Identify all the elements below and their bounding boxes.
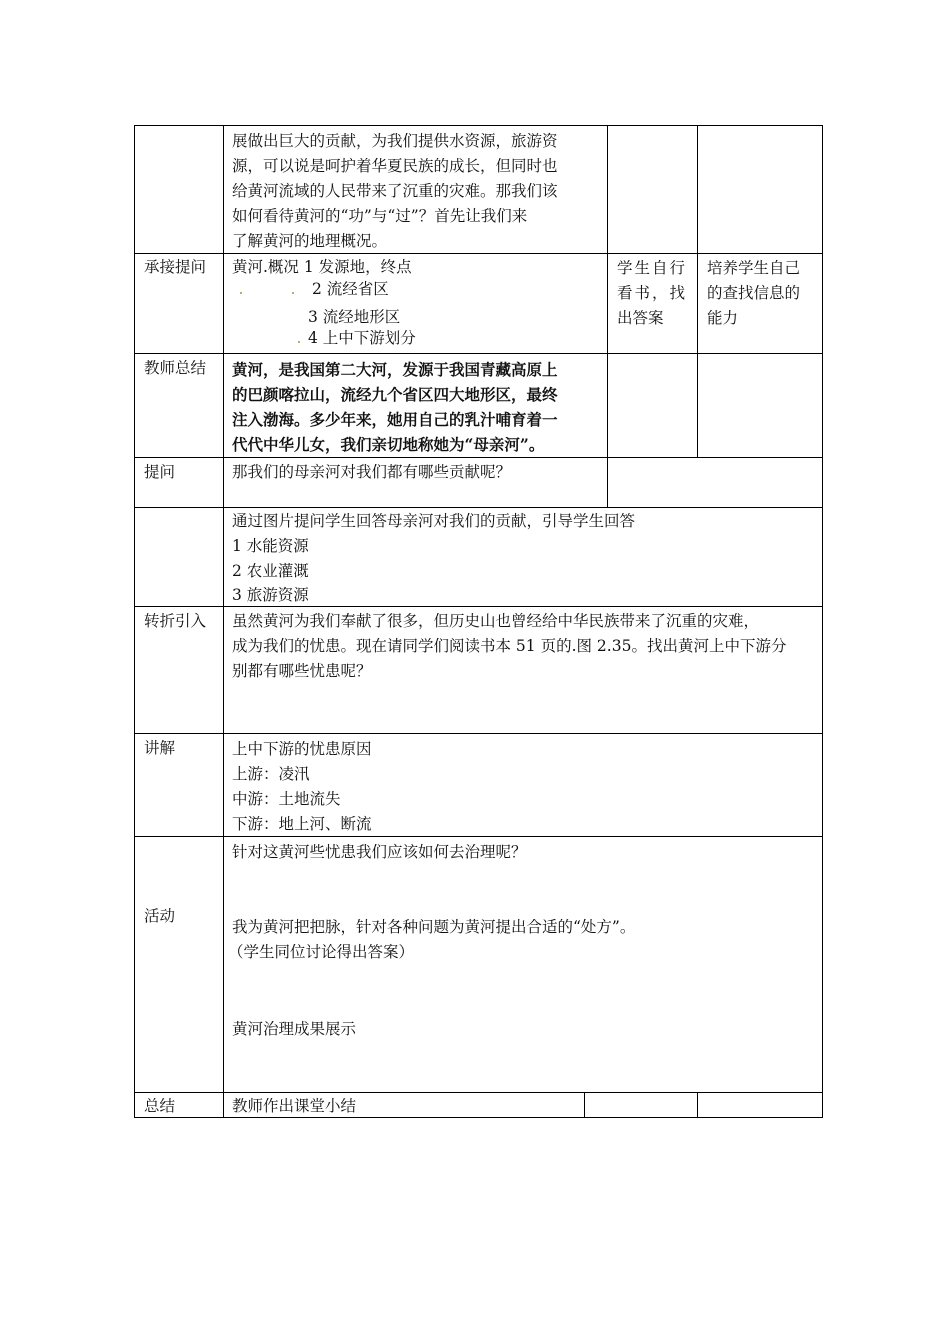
col-border xyxy=(607,125,608,507)
text-line: 的巴颜喀拉山，流经九个省区四大地形区，最终 xyxy=(232,385,558,404)
text-line: 中游：土地流失 xyxy=(232,790,341,808)
stage-label: 总结 xyxy=(144,1097,176,1115)
text-line: 通过图片提问学生回答母亲河对我们的贡献，引导学生回答 xyxy=(232,512,636,530)
text-line: 虽然黄河为我们奉献了很多，但历史山也曾经给中华民族带来了沉重的灾难， xyxy=(232,612,760,630)
row-border xyxy=(134,733,823,734)
text-line: 4 上中下游划分 xyxy=(308,329,416,347)
text-line: （学生同位讨论得出答案） xyxy=(228,943,415,961)
col-border xyxy=(697,1092,698,1118)
mark-dot xyxy=(298,341,300,343)
col-border xyxy=(584,1092,585,1118)
text-line: 3 流经地形区 xyxy=(308,308,401,326)
text-line: 下游：地上河、断流 xyxy=(232,815,372,833)
text-line: 如何看待黄河的“功”与“过”？首先让我们来 xyxy=(232,207,528,225)
text-line: 注入渤海。多少年来，她用自己的乳汁哺育着一 xyxy=(232,410,558,429)
stage-label: 讲解 xyxy=(144,739,176,757)
row-border xyxy=(134,353,823,354)
text-line: 针对这黄河些忧患我们应该如何去治理呢？ xyxy=(232,843,527,861)
mark-dot xyxy=(292,292,294,294)
summary-text: 教师作出课堂小结 xyxy=(232,1097,357,1115)
text-line: 黄河，是我国第二大河，发源于我国青藏高原上 xyxy=(232,360,558,379)
text-line: 看书，找 xyxy=(617,284,688,302)
row-border xyxy=(134,125,823,126)
text-line: 1 水能资源 xyxy=(232,537,309,555)
text-line: 出答案 xyxy=(617,309,664,327)
stage-label: 承接提问 xyxy=(144,258,207,276)
text-line: 别都有哪些忧患呢？ xyxy=(232,662,372,680)
text-line: 源，可以说是呵护着华夏民族的成长，但同时也 xyxy=(232,157,558,175)
text-line: 上中下游的忧患原因 xyxy=(232,740,372,758)
text-line: 2 农业灌溉 xyxy=(232,562,309,580)
text-line: 能力 xyxy=(707,309,739,327)
text-line: 黄河.概况 1 发源地，终点 xyxy=(232,258,412,276)
col-border xyxy=(223,125,224,1118)
text-line: 上游：凌汛 xyxy=(232,765,310,783)
text-line: 展做出巨大的贡献，为我们提供水资源，旅游资 xyxy=(232,132,558,150)
text-line: 的查找信息的 xyxy=(707,284,801,302)
stage-label: 转折引入 xyxy=(144,612,207,630)
row-border xyxy=(134,1092,823,1093)
text-line: 我为黄河把把脉，针对各种问题为黄河提出合适的“处方”。 xyxy=(232,918,636,936)
text-line: 培养学生自己 xyxy=(707,259,801,277)
text-line: 给黄河流域的人民带来了沉重的灾难。那我们该 xyxy=(232,182,558,200)
text-line: 2 流经省区 xyxy=(312,280,389,298)
text-line: 代代中华儿女，我们亲切地称她为“母亲河”。 xyxy=(232,435,545,454)
stage-label: 提问 xyxy=(144,463,176,481)
col-border xyxy=(134,125,135,1118)
stage-label: 教师总结 xyxy=(144,359,207,377)
text-line: 3 旅游资源 xyxy=(232,586,309,604)
row-border xyxy=(134,507,823,508)
text-line: 黄河治理成果展示 xyxy=(232,1020,357,1038)
text-line: 学生自行 xyxy=(617,259,688,277)
stage-label: 活动 xyxy=(144,907,176,925)
col-border xyxy=(822,125,823,1118)
text-line: 了解黄河的地理概况。 xyxy=(232,232,388,250)
mark-dot xyxy=(240,292,242,294)
text-line: 成为我们的忧患。现在请同学们阅读书本 51 页的.图 2.35。找出黄河上中下游分 xyxy=(232,637,787,655)
row-border xyxy=(134,457,823,458)
question-text: 那我们的母亲河对我们都有哪些贡献呢？ xyxy=(232,463,512,481)
col-border xyxy=(697,125,698,457)
